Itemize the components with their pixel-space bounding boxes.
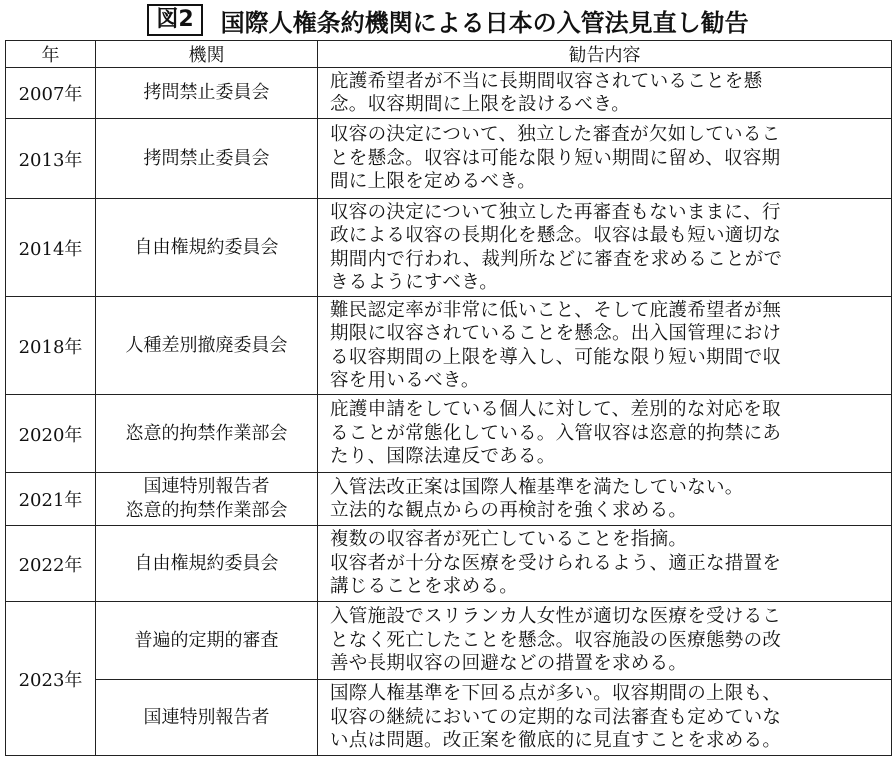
body-line: 恣意的拘禁作業部会 bbox=[125, 500, 288, 521]
content-line: 収容の決定について独立した再審査もないままに、行 bbox=[330, 201, 781, 223]
year-cell: 2021年 bbox=[6, 473, 96, 526]
content-line: い点は問題。改正案を徹底的に見直すことを求める。 bbox=[330, 730, 782, 752]
content-line: 入管施設でスリランカ人女性が適切な医療を受けるこ bbox=[330, 606, 782, 628]
body-cell bbox=[96, 199, 318, 297]
content-cell bbox=[318, 680, 892, 756]
header-content: 勧告内容 bbox=[318, 41, 892, 68]
body-line: 自由権規約委員会 bbox=[134, 552, 279, 574]
body-cell bbox=[96, 68, 318, 119]
body-line: 拷問禁止委員会 bbox=[143, 82, 270, 103]
content-cell bbox=[318, 602, 892, 680]
table-header-row bbox=[6, 41, 892, 68]
year-cell: 2007年 bbox=[6, 68, 96, 119]
content-line: 難民認定率が非常に低いこと、そして庇護希望者が無 bbox=[330, 299, 782, 321]
table-row bbox=[6, 297, 892, 395]
figure-title-bar bbox=[0, 0, 896, 40]
body-line: 国連特別報告者 bbox=[143, 476, 270, 497]
content-line: たり、国際法違反である。 bbox=[330, 446, 556, 468]
recommendations-table bbox=[5, 40, 892, 756]
table-row bbox=[6, 119, 892, 199]
body-line: 普遍的定期的審査 bbox=[134, 629, 279, 651]
body-cell bbox=[96, 526, 318, 602]
body-cell bbox=[96, 602, 318, 680]
year-cell: 2022年 bbox=[6, 526, 96, 602]
content-line: 期間内で行われ、裁判所などに審査を求めることがで bbox=[330, 248, 783, 270]
content-line: 入管法改正案は国際人権基準を満たしていない。 bbox=[330, 476, 744, 498]
content-line: 複数の収容者が死亡していることを指摘。 bbox=[330, 529, 688, 551]
table-row bbox=[6, 68, 892, 119]
table-row bbox=[6, 680, 892, 756]
content-line: とを懸念。収容は可能な限り短い期間に留め、収容期 bbox=[330, 147, 781, 169]
figure-title: 国際人権条約機関による日本の入管法見直し勧告 bbox=[220, 8, 749, 37]
content-cell bbox=[318, 199, 892, 297]
content-line: る収容期間の上限を導入し、可能な限り短い期間で収 bbox=[330, 346, 782, 368]
content-line: 収容の継続においての定期的な司法審査も定めていな bbox=[330, 706, 782, 728]
table-row bbox=[6, 602, 892, 680]
content-line: きるようにすべき。 bbox=[330, 272, 499, 293]
content-line: 間に上限を定めるべき。 bbox=[330, 171, 537, 193]
figure-label: 図2 bbox=[147, 4, 202, 36]
body-line: 国連特別報告者 bbox=[143, 706, 270, 728]
content-line: 収容の決定について、独立した審査が欠如しているこ bbox=[330, 124, 781, 146]
body-cell bbox=[96, 395, 318, 473]
year-cell: 2013年 bbox=[6, 119, 96, 199]
year-cell: 2018年 bbox=[6, 297, 96, 395]
content-line: 庇護申請をしている個人に対して、差別的な対応を取 bbox=[330, 399, 781, 421]
table-row bbox=[6, 473, 892, 526]
content-line: 収容者が十分な医療を受けられるよう、適正な措置を bbox=[330, 552, 782, 574]
content-line: 国際人権基準を下回る点が多い。収容期間の上限も、 bbox=[330, 683, 782, 705]
table-row bbox=[6, 526, 892, 602]
header-year: 年 bbox=[6, 41, 96, 68]
body-cell bbox=[96, 473, 318, 526]
content-cell bbox=[318, 119, 892, 199]
body-line: 拷問禁止委員会 bbox=[143, 147, 270, 169]
year-cell: 2023年 bbox=[6, 602, 96, 756]
content-line: 念。収容期間に上限を設けるべき。 bbox=[330, 94, 631, 115]
header-body: 機関 bbox=[96, 41, 318, 68]
content-line: 政による収容の長期化を懸念。収容は最も短い適切な bbox=[330, 225, 782, 246]
body-cell bbox=[96, 119, 318, 199]
content-line: 講じることを求める。 bbox=[330, 576, 519, 598]
body-cell bbox=[96, 297, 318, 395]
year-cell: 2014年 bbox=[6, 199, 96, 297]
content-cell bbox=[318, 68, 892, 119]
table-row bbox=[6, 199, 892, 297]
year-cell: 2020年 bbox=[6, 395, 96, 473]
content-line: 善や長期収容の回避などの措置を求める。 bbox=[330, 653, 688, 675]
content-cell bbox=[318, 526, 892, 602]
content-line: 期限に収容されていることを懸念。出入国管理におけ bbox=[330, 323, 782, 344]
content-cell bbox=[318, 395, 892, 473]
content-line: 庇護希望者が不当に長期間収容されていることを懸 bbox=[330, 70, 763, 92]
content-cell bbox=[318, 473, 892, 526]
content-line: 立法的な観点からの再検討を強く求める。 bbox=[330, 500, 688, 521]
content-line: ることが常態化している。入管収容は恣意的拘禁にあ bbox=[330, 422, 782, 444]
content-line: となく死亡したことを懸念。収容施設の医療態勢の改 bbox=[330, 629, 782, 651]
content-line: 容を用いるべき。 bbox=[330, 370, 480, 391]
body-cell bbox=[96, 680, 318, 756]
body-line: 自由権規約委員会 bbox=[134, 236, 279, 258]
body-line: 人種差別撤廃委員会 bbox=[125, 334, 288, 356]
body-line: 恣意的拘禁作業部会 bbox=[125, 422, 288, 444]
content-cell bbox=[318, 297, 892, 395]
table-row bbox=[6, 395, 892, 473]
